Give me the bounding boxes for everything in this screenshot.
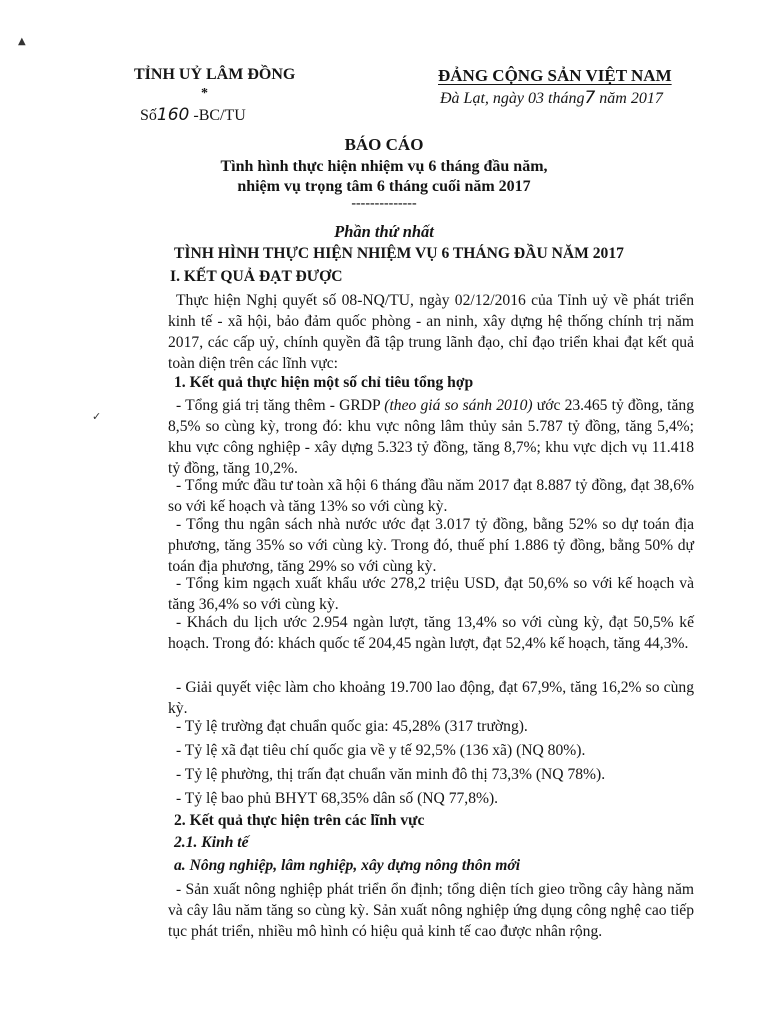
grdp-text-b: ước 23.465 tỷ đồng, tăng 8,5% so cùng kỳ, trong đó: khu vực nông lâm thủy sản 5.787 tỷ đồng, tăng 5,4%; khu vực công nghiệp - xây dựng 5.323 tỷ đồng, tăng 8,7%; khu vực dịch vụ 11.418 tỷ đồng, tăng 10,2%. — [168, 397, 694, 477]
part-label: Phần thứ nhất — [334, 222, 434, 241]
date-month-handwritten: 7 — [584, 88, 596, 108]
doc-number-prefix: Số — [140, 107, 157, 124]
date-suffix: năm 2017 — [599, 90, 663, 107]
title-divider: -------------- — [351, 196, 417, 211]
part-heading: TÌNH HÌNH THỰC HIỆN NHIỆM VỤ 6 THÁNG ĐẦU NĂM 2017 — [174, 245, 624, 262]
list-item: - Tỷ lệ xã đạt tiêu chí quốc gia về y tế 92,5% (136 xã) (NQ 80%). — [176, 742, 586, 759]
grdp-paragraph — [168, 395, 694, 479]
intro-paragraph: Thực hiện Nghị quyết số 08-NQ/TU, ngày 02/12/2016 của Tỉnh uỷ về phát triển kinh tế - xã hội, bảo đảm quốc phòng - an ninh, xây dựng hệ thống chính trị năm 2017, các cấp uỷ, chính quyền đã tập trung lãnh đạo, chỉ đạo triển khai đạt kết quả toàn diện trên các lĩnh vực: — [168, 292, 694, 372]
list-item: - Tỷ lệ phường, thị trấn đạt chuẩn văn minh đô thị 73,3% (NQ 78%). — [176, 766, 606, 783]
doc-date — [440, 88, 663, 108]
subsection-heading-a: a. Nông nghiệp, lâm nghiệp, xây dựng nông thôn mới — [174, 857, 521, 874]
list-item: - Giải quyết việc làm cho khoảng 19.700 lao động, đạt 67,9%, tăng 16,2% so cùng kỳ. — [168, 679, 694, 717]
org-star: * — [201, 86, 208, 101]
report-subtitle-1: Tình hình thực hiện nhiệm vụ 6 tháng đầu năm, — [220, 158, 548, 175]
list-item: - Tổng mức đầu tư toàn xã hội 6 tháng đầu năm 2017 đạt 8.887 tỷ đồng, đạt 38,6% so với kế hoạch và tăng 13% so với cùng kỳ. — [168, 477, 694, 515]
scan-speck: ✓ — [92, 410, 102, 423]
org-name: TỈNH UỶ LÂM ĐỒNG — [134, 66, 296, 83]
list-item: - Khách du lịch ước 2.954 ngàn lượt, tăng 13,4% so với cùng kỳ, đạt 50,5% kế hoạch. Trong đó: khách quốc tế 204,45 ngàn lượt, đạt 52,4% kế hoạch, tăng 44,3%. — [168, 614, 694, 652]
date-prefix: Đà Lạt, ngày 03 tháng — [440, 90, 585, 107]
list-item: - Tổng thu ngân sách nhà nước ước đạt 3.017 tỷ đồng, bằng 52% so dự toán địa phương, tăng 35% so với cùng kỳ. Trong đó, thuế phí 1.886 tỷ đồng, bằng 50% dự toán địa phương, tăng 29% so với cùng kỳ. — [168, 516, 694, 575]
report-subtitle-2: nhiệm vụ trọng tâm 6 tháng cuối năm 2017 — [237, 178, 531, 195]
grdp-italic: (theo giá so sánh 2010) — [384, 397, 533, 414]
grdp-text-a: - Tổng giá trị tăng thêm - GRDP — [176, 397, 381, 414]
scan-speck: ▲ — [18, 36, 26, 47]
list-item: - Tổng kim ngạch xuất khẩu ước 278,2 triệu USD, đạt 50,6% so với kế hoạch và tăng 36,4% so với cùng kỳ. — [168, 575, 694, 613]
section-heading: I. KẾT QUẢ ĐẠT ĐƯỢC — [170, 268, 343, 285]
agriculture-paragraph: - Sản xuất nông nghiệp phát triển ổn định; tổng diện tích gieo trồng cây hàng năm và cây lâu năm tăng so cùng kỳ. Sản xuất nông nghiệp ứng dụng công nghệ cao tiếp tục phát triển, nhiều mô hình có hiệu quả kinh tế cao được nhân rộng. — [168, 881, 694, 940]
subsection-heading-2-1: 2.1. Kinh tế — [174, 834, 249, 851]
party-name: ĐẢNG CỘNG SẢN VIỆT NAM — [438, 66, 672, 85]
doc-number-handwritten: 160 — [156, 105, 190, 125]
report-title: BÁO CÁO — [344, 135, 424, 154]
doc-number — [140, 105, 246, 125]
subsection-heading-2: 2. Kết quả thực hiện trên các lĩnh vực — [174, 812, 425, 829]
list-item: - Tỷ lệ trường đạt chuẩn quốc gia: 45,28% (317 trường). — [176, 718, 528, 735]
doc-number-suffix: -BC/TU — [193, 107, 246, 124]
list-item: - Tỷ lệ bao phủ BHYT 68,35% dân số (NQ 77,8%). — [176, 790, 499, 807]
subsection-heading-1: 1. Kết quả thực hiện một số chỉ tiêu tổng hợp — [174, 374, 474, 391]
